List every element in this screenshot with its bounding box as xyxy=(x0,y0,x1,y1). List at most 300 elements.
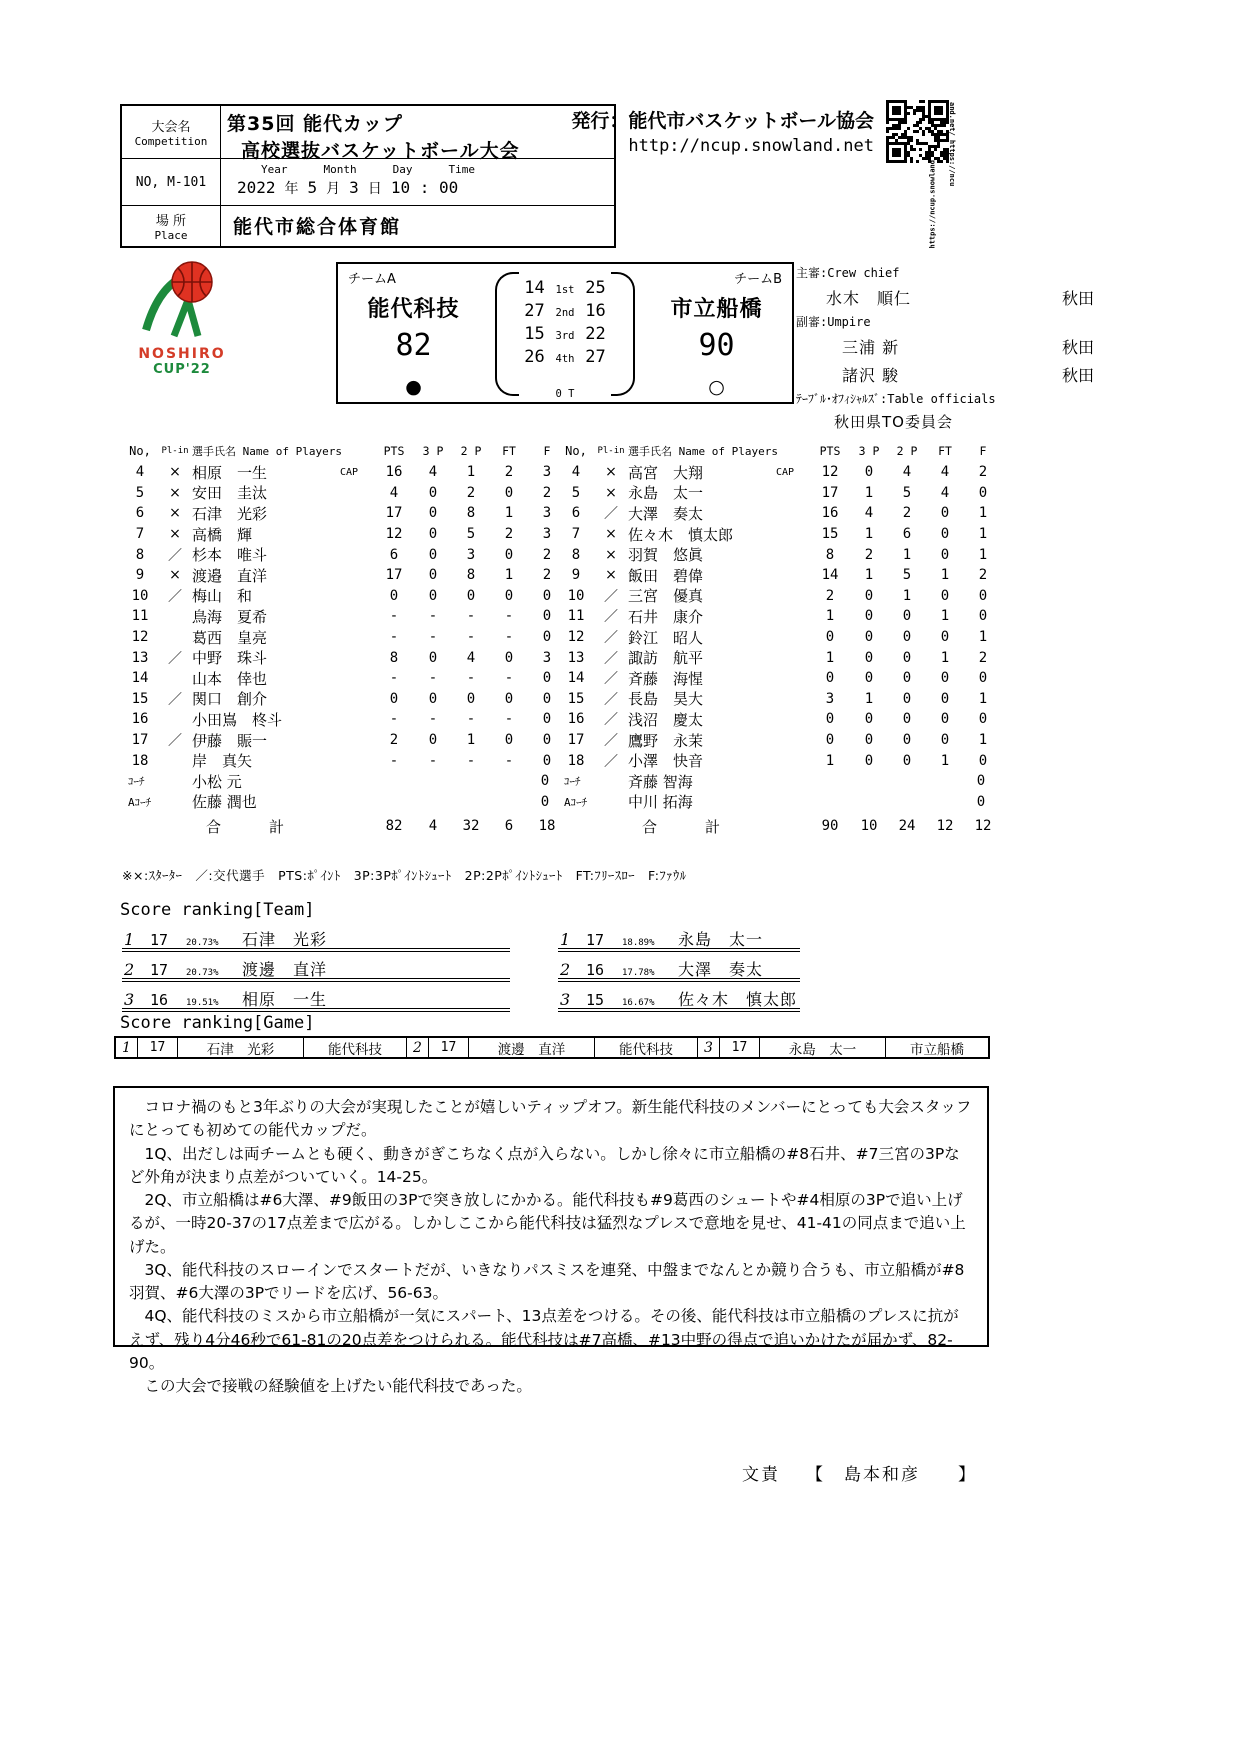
quarter-score-a: 26 xyxy=(524,347,545,367)
stat-ft: 0 xyxy=(940,711,950,728)
competition-title-line1: 第35回 能代カップ xyxy=(227,113,403,135)
team-a-stats-table xyxy=(122,440,570,837)
team-b-stats-table xyxy=(558,440,1006,837)
ranking-score: 16 xyxy=(150,991,169,1009)
stat-pts: 8 xyxy=(389,649,399,666)
stat-f: 0 xyxy=(542,670,552,687)
quarter-row-3rd xyxy=(513,324,617,347)
player-row xyxy=(558,709,1006,730)
player-row xyxy=(558,647,1006,668)
player-status-mark: ／ xyxy=(604,588,618,605)
game-report-box xyxy=(113,1086,989,1395)
ranking-row xyxy=(122,987,510,1012)
player-status-mark: ／ xyxy=(604,691,618,708)
team-b-winner-mark: ○ xyxy=(708,376,725,398)
ranking-game-title: Score ranking[Game] xyxy=(120,1013,315,1033)
game-ranking-score: 17 xyxy=(720,1038,760,1057)
quarter-score-a: 14 xyxy=(524,278,545,298)
stat-pts: 0 xyxy=(389,690,399,707)
stat-f: 3 xyxy=(542,505,552,522)
player-number: 13 xyxy=(131,649,149,666)
table-officials-value: 秋田県TO委員会 xyxy=(834,413,953,431)
player-status-mark: ／ xyxy=(604,712,618,729)
date-day: 3 xyxy=(349,178,359,197)
stat-pts: 12 xyxy=(821,464,839,481)
stat-pts: 1 xyxy=(825,752,835,769)
player-status-mark: ／ xyxy=(604,650,618,667)
stat-3p: 1 xyxy=(864,484,874,501)
date-day-unit: 日 xyxy=(367,181,382,197)
col-header-name: 選手氏名 Name of Players xyxy=(628,445,778,458)
stat-3p: 0 xyxy=(864,608,874,625)
ranking-player-name: 大澤 奏太 xyxy=(678,960,764,979)
player-name: 高橋 輝 xyxy=(192,525,253,544)
stat-2p: 0 xyxy=(902,608,912,625)
place-value: 能代市総合体育館 xyxy=(233,216,402,238)
ranking-team-b-list xyxy=(558,927,800,1017)
player-number: 13 xyxy=(567,649,585,666)
col-header-ft: FT xyxy=(502,444,516,458)
table-officials-label: ﾃｰﾌﾞﾙ･ｵﾌｨｼｬﾙｽﾞ:Table officials xyxy=(796,392,996,406)
place-row xyxy=(122,205,614,246)
ranking-row xyxy=(558,987,800,1012)
quarter-score-b: 25 xyxy=(585,278,606,298)
date-values xyxy=(227,176,608,198)
player-number: 4 xyxy=(135,464,145,481)
competition-value xyxy=(221,106,614,162)
player-row xyxy=(122,689,570,710)
publisher-block xyxy=(562,106,874,156)
game-ranking-player-name: 石津 光彩 xyxy=(178,1038,304,1057)
stat-3p: 0 xyxy=(428,649,438,666)
stat-3p: 4 xyxy=(428,464,438,481)
game-ranking-player-name: 永島 太一 xyxy=(760,1038,886,1057)
player-number: 6 xyxy=(135,505,145,522)
player-number: 4 xyxy=(571,464,581,481)
stat-3p: 0 xyxy=(864,752,874,769)
player-number: 11 xyxy=(131,608,149,625)
col-header-f: F xyxy=(543,444,551,458)
ranking-score: 17 xyxy=(586,931,605,949)
captain-label: CAP xyxy=(340,466,359,478)
stat-3p: - xyxy=(428,752,438,769)
team-a-loser-mark: ● xyxy=(405,376,422,398)
player-name: 高宮 大翔 xyxy=(628,463,704,482)
player-number: 7 xyxy=(135,526,145,543)
player-row xyxy=(122,668,570,689)
stat-f: 3 xyxy=(542,464,552,481)
col-header-3p: 3 P xyxy=(422,444,444,458)
stat-pts: 0 xyxy=(825,629,835,646)
game-no: NO, M-101 xyxy=(122,159,221,205)
stat-ft: 1 xyxy=(504,567,514,584)
player-row xyxy=(122,606,570,627)
player-name: 葛西 皇亮 xyxy=(192,628,268,647)
ranking-team-title: Score ranking[Team] xyxy=(120,900,315,920)
total-label: 合 計 xyxy=(205,817,290,836)
player-name: 杉本 唯斗 xyxy=(192,546,268,565)
date-header-year: Year xyxy=(261,163,288,176)
total-pts: 82 xyxy=(385,818,403,835)
stat-2p: 1 xyxy=(466,732,476,749)
player-number: 6 xyxy=(571,505,581,522)
quarter-label: 1st xyxy=(555,284,575,296)
stat-pts: 17 xyxy=(821,484,839,501)
stat-pts: 2 xyxy=(389,732,399,749)
ranking-score: 16 xyxy=(586,961,605,979)
player-name: 斉藤 海惺 xyxy=(628,669,704,688)
ranking-player-name: 石津 光彩 xyxy=(242,930,328,949)
col-header-2p: 2 P xyxy=(460,444,482,458)
crew-chief-label: 主審:Crew chief xyxy=(796,266,900,280)
player-name: 安田 圭汰 xyxy=(192,484,268,503)
ranking-player-name: 佐々木 慎太郎 xyxy=(678,990,798,1009)
stat-f: 2 xyxy=(978,567,988,584)
player-row xyxy=(122,544,570,565)
stat-3p: 0 xyxy=(864,649,874,666)
stat-f: 2 xyxy=(978,649,988,666)
stat-pts: - xyxy=(389,711,399,728)
total-ft: 6 xyxy=(504,818,514,835)
player-status-mark: × xyxy=(605,484,617,501)
stat-3p: 0 xyxy=(428,732,438,749)
player-row xyxy=(558,627,1006,648)
col-header-plin: Pl-in xyxy=(597,446,625,456)
umpire-1-region: 秋田 xyxy=(1061,338,1094,357)
ranking-score: 17 xyxy=(150,931,169,949)
player-status-mark: ／ xyxy=(604,671,618,688)
player-number: 14 xyxy=(131,670,149,687)
player-row xyxy=(122,565,570,586)
stat-f: 1 xyxy=(978,546,988,563)
player-name: 岸 真矢 xyxy=(192,752,253,771)
ranking-percent: 17.78% xyxy=(622,968,655,978)
col-header-no: No, xyxy=(129,444,151,458)
stat-3p: 0 xyxy=(428,690,438,707)
qr-caption-right: and.net/ https://ncu xyxy=(948,102,956,187)
player-name: 佐々木 慎太郎 xyxy=(628,525,734,544)
stat-2p: 4 xyxy=(466,649,476,666)
competition-row xyxy=(122,106,614,162)
stat-2p: 0 xyxy=(902,670,912,687)
stat-2p: - xyxy=(466,752,476,769)
stat-2p: 5 xyxy=(466,526,476,543)
stat-pts: 1 xyxy=(825,608,835,625)
stat-f: 1 xyxy=(978,526,988,543)
stats-legend: ※×:ｽﾀｰﾀｰ ／:交代選手 PTS:ﾎﾟｲﾝﾄ 3P:3Pﾎﾟｲﾝﾄｼｭｰﾄ 2P:2Pﾎﾟｲﾝﾄｼｭｰﾄ FT:ﾌﾘｰｽﾛｰ F:ﾌｧｳﾙ xyxy=(122,868,687,883)
player-row xyxy=(558,606,1006,627)
ranking-rank: 3 xyxy=(124,990,135,1009)
stat-f: 0 xyxy=(542,732,552,749)
col-header-name: 選手氏名 Name of Players xyxy=(192,445,342,458)
scoreboard xyxy=(336,262,794,404)
stat-ft: 1 xyxy=(940,752,950,769)
stat-2p: 0 xyxy=(466,587,476,604)
stat-3p: - xyxy=(428,711,438,728)
stat-ft: 0 xyxy=(940,629,950,646)
game-ranking-rank: 2 xyxy=(407,1038,429,1057)
stat-2p: 0 xyxy=(902,649,912,666)
stat-ft: - xyxy=(504,629,514,646)
player-status-mark: × xyxy=(605,526,617,543)
stat-f: 0 xyxy=(542,587,552,604)
competition-label-jp: 大会名 xyxy=(151,120,191,135)
quarter-score-b: 22 xyxy=(585,324,606,344)
stat-2p: 2 xyxy=(466,484,476,501)
stat-2p: 0 xyxy=(466,690,476,707)
player-name: 鳥海 夏希 xyxy=(192,607,268,626)
team-b-score: 90 xyxy=(698,328,735,363)
team-a-label: チームA xyxy=(348,272,396,287)
stat-f: 0 xyxy=(978,587,988,604)
player-status-mark: ／ xyxy=(604,630,618,647)
player-status-mark: ／ xyxy=(168,691,182,708)
assistant-coach-row xyxy=(122,792,570,813)
quarter-score-a: 15 xyxy=(524,324,545,344)
ranking-percent: 16.67% xyxy=(622,998,655,1008)
ranking-rank: 3 xyxy=(560,990,571,1009)
date-value xyxy=(221,159,614,205)
stat-3p: 0 xyxy=(864,587,874,604)
player-name: 長島 昊大 xyxy=(628,690,704,709)
stat-pts: 17 xyxy=(385,505,403,522)
stat-pts: 14 xyxy=(821,567,839,584)
header-info-table xyxy=(120,104,616,248)
player-name: 鷹野 永茉 xyxy=(628,731,704,750)
stat-pts: - xyxy=(389,752,399,769)
player-row xyxy=(122,730,570,751)
stat-pts: 16 xyxy=(821,505,839,522)
game-ranking-rank: 1 xyxy=(116,1038,138,1057)
stat-2p: 0 xyxy=(902,629,912,646)
ranking-row xyxy=(558,957,800,982)
stat-ft: 0 xyxy=(940,732,950,749)
stat-3p: 0 xyxy=(428,567,438,584)
total-3p: 4 xyxy=(428,818,438,835)
quarter-row-4th xyxy=(513,347,617,370)
place-label-jp: 場 所 xyxy=(155,214,187,229)
ranking-percent: 19.51% xyxy=(186,998,219,1008)
quarter-score-b: 16 xyxy=(585,301,606,321)
stat-2p: 1 xyxy=(466,464,476,481)
ranking-rank: 2 xyxy=(124,960,135,979)
player-row xyxy=(558,730,1006,751)
stat-ft: 0 xyxy=(940,526,950,543)
player-name: 関口 創介 xyxy=(192,690,268,709)
player-number: 18 xyxy=(131,752,149,769)
ranking-rank: 2 xyxy=(560,960,571,979)
player-name: 中野 珠斗 xyxy=(192,649,268,668)
stat-pts: 6 xyxy=(389,546,399,563)
player-name: 浅沼 慶太 xyxy=(628,710,704,729)
coach-f: 0 xyxy=(540,773,550,790)
total-ft: 12 xyxy=(936,818,954,835)
ranking-player-name: 渡邊 直洋 xyxy=(242,960,328,979)
game-ranking-team-name: 能代科技 xyxy=(304,1038,407,1057)
player-row xyxy=(558,462,1006,483)
overtime-row: 0 T xyxy=(555,388,575,400)
stat-f: 0 xyxy=(978,711,988,728)
player-name: 山本 倖也 xyxy=(192,669,268,688)
player-number: 15 xyxy=(131,690,149,707)
stat-pts: 16 xyxy=(385,464,403,481)
stat-f: 0 xyxy=(542,629,552,646)
stat-f: 0 xyxy=(542,711,552,728)
qr-code-block xyxy=(886,100,956,249)
place-label xyxy=(122,206,221,246)
player-status-mark: ／ xyxy=(604,733,618,750)
player-row xyxy=(122,503,570,524)
stat-f: 0 xyxy=(542,752,552,769)
stat-2p: - xyxy=(466,670,476,687)
ranking-row xyxy=(558,927,800,952)
stat-pts: 0 xyxy=(825,711,835,728)
player-status-mark: ／ xyxy=(604,609,618,626)
umpire-row-2 xyxy=(796,363,1128,386)
stat-f: 0 xyxy=(542,690,552,707)
stat-pts: 4 xyxy=(389,484,399,501)
player-number: 16 xyxy=(131,711,149,728)
player-status-mark: ／ xyxy=(168,650,182,667)
ranking-percent: 20.73% xyxy=(186,968,219,978)
quarter-label: 4th xyxy=(555,353,575,365)
stat-pts: - xyxy=(389,629,399,646)
ranking-team-a-list xyxy=(122,927,510,1017)
team-a-panel xyxy=(338,264,489,402)
report-paragraph: 4Q、能代科技のミスから市立船橋が一気にスパート、13点差をつける。その後、能代科技は市立船橋のプレスに抗がえず、残り4分46秒で61-81の20点差をつけられる。能代科技は#7高橋、#13中野の得点で追いかけたが届かず、82-90。 xyxy=(129,1307,959,1372)
player-name: 羽賀 悠眞 xyxy=(628,546,704,565)
stats-header-row xyxy=(122,440,570,462)
player-number: 10 xyxy=(131,587,149,604)
stat-pts: 0 xyxy=(825,670,835,687)
quarter-rows xyxy=(513,278,617,370)
player-name: 渡邉 直洋 xyxy=(192,566,268,585)
stat-pts: - xyxy=(389,608,399,625)
player-row xyxy=(122,462,570,483)
game-ranking-player-name: 渡邊 直洋 xyxy=(469,1038,595,1057)
player-name: 鈴江 昭人 xyxy=(628,628,704,647)
publisher-url[interactable]: http://ncup.snowland.net xyxy=(628,136,874,156)
ranking-player-name: 相原 一生 xyxy=(242,990,328,1009)
stats-header-row xyxy=(558,440,1006,462)
stat-f: 1 xyxy=(978,505,988,522)
stat-ft: 0 xyxy=(940,546,950,563)
stat-ft: 1 xyxy=(940,608,950,625)
date-header-time: Time xyxy=(448,163,475,176)
player-row xyxy=(122,647,570,668)
coach-name: 斉藤 智海 xyxy=(628,772,693,791)
stat-ft: - xyxy=(504,711,514,728)
crew-chief-region: 秋田 xyxy=(1061,289,1094,308)
player-name: 小澤 快音 xyxy=(628,752,704,771)
player-row xyxy=(122,483,570,504)
coach-label: ｺｰﾁ xyxy=(128,775,145,789)
stat-2p: - xyxy=(466,608,476,625)
total-row xyxy=(122,816,570,837)
stat-ft: 0 xyxy=(940,670,950,687)
col-header-plin: Pl-in xyxy=(161,446,189,456)
assistant-coach-label: Aｺｰﾁ xyxy=(564,795,588,809)
player-name: 小田嶌 柊斗 xyxy=(192,710,283,729)
player-status-mark: ／ xyxy=(604,506,618,523)
date-month: 5 xyxy=(307,178,318,197)
stat-pts: 0 xyxy=(825,732,835,749)
stat-ft: 0 xyxy=(504,690,514,707)
logo-text-noshiro: NOSHIRO xyxy=(138,346,226,362)
stat-pts: 15 xyxy=(821,526,839,543)
player-status-mark: × xyxy=(605,464,617,481)
stat-2p: 5 xyxy=(902,484,912,501)
stat-f: 1 xyxy=(978,629,988,646)
stat-3p: 1 xyxy=(864,526,874,543)
player-name: 大澤 奏太 xyxy=(628,504,704,523)
stat-3p: 0 xyxy=(864,670,874,687)
date-headers xyxy=(227,162,608,176)
player-status-mark: ／ xyxy=(604,753,618,770)
stat-2p: - xyxy=(466,711,476,728)
total-3p: 10 xyxy=(860,818,878,835)
ranking-score: 15 xyxy=(586,991,605,1009)
stat-f: 2 xyxy=(542,546,552,563)
col-header-ft: FT xyxy=(938,444,952,458)
report-paragraph: コロナ禍のもと3年ぶりの大会が実現したことが嬉しいティップオフ。新生能代科技のメンバーにとっても大会スタッフにとっても初めての能代カップだ。 xyxy=(129,1098,972,1140)
stat-2p: 8 xyxy=(466,567,476,584)
stat-ft: 0 xyxy=(504,587,514,604)
quarter-label: 3rd xyxy=(555,330,575,342)
date-year-unit: 年 xyxy=(284,181,299,197)
stat-f: 3 xyxy=(542,526,552,543)
quarter-scores-panel xyxy=(489,264,641,402)
stat-ft: 4 xyxy=(940,484,950,501)
game-ranking-score: 17 xyxy=(429,1038,469,1057)
player-status-mark: × xyxy=(169,484,181,501)
player-number: 8 xyxy=(135,546,145,563)
stat-ft: - xyxy=(504,608,514,625)
col-header-pts: PTS xyxy=(819,444,841,458)
player-name: 石井 康介 xyxy=(628,607,704,626)
game-ranking-score: 17 xyxy=(138,1038,178,1057)
place-label-en: Place xyxy=(154,229,188,242)
player-status-mark: ／ xyxy=(168,588,182,605)
umpire-row-1 xyxy=(796,335,1128,358)
stat-ft: 0 xyxy=(504,546,514,563)
team-a-name: 能代科技 xyxy=(367,297,460,322)
stat-2p: 0 xyxy=(902,752,912,769)
stat-3p: 0 xyxy=(864,629,874,646)
competition-label xyxy=(122,106,221,158)
player-status-mark: ／ xyxy=(168,547,182,564)
assistant-coach-row xyxy=(558,792,1006,813)
assistant-coach-name: 佐藤 潤也 xyxy=(192,793,257,812)
player-number: 5 xyxy=(571,484,581,501)
stat-3p: 2 xyxy=(864,546,874,563)
stat-2p: 5 xyxy=(902,567,912,584)
stat-f: 1 xyxy=(978,732,988,749)
player-row xyxy=(122,627,570,648)
ranking-rank: 1 xyxy=(124,930,135,949)
player-number: 9 xyxy=(571,567,581,584)
quarter-label: 2nd xyxy=(555,307,575,319)
player-number: 8 xyxy=(571,546,581,563)
stat-pts: 2 xyxy=(825,587,835,604)
stat-ft: 0 xyxy=(940,505,950,522)
player-row xyxy=(558,689,1006,710)
stat-f: 0 xyxy=(978,752,988,769)
total-pts: 90 xyxy=(821,818,839,835)
total-f: 12 xyxy=(974,818,992,835)
stat-2p: 0 xyxy=(902,711,912,728)
stat-pts: 17 xyxy=(385,567,403,584)
